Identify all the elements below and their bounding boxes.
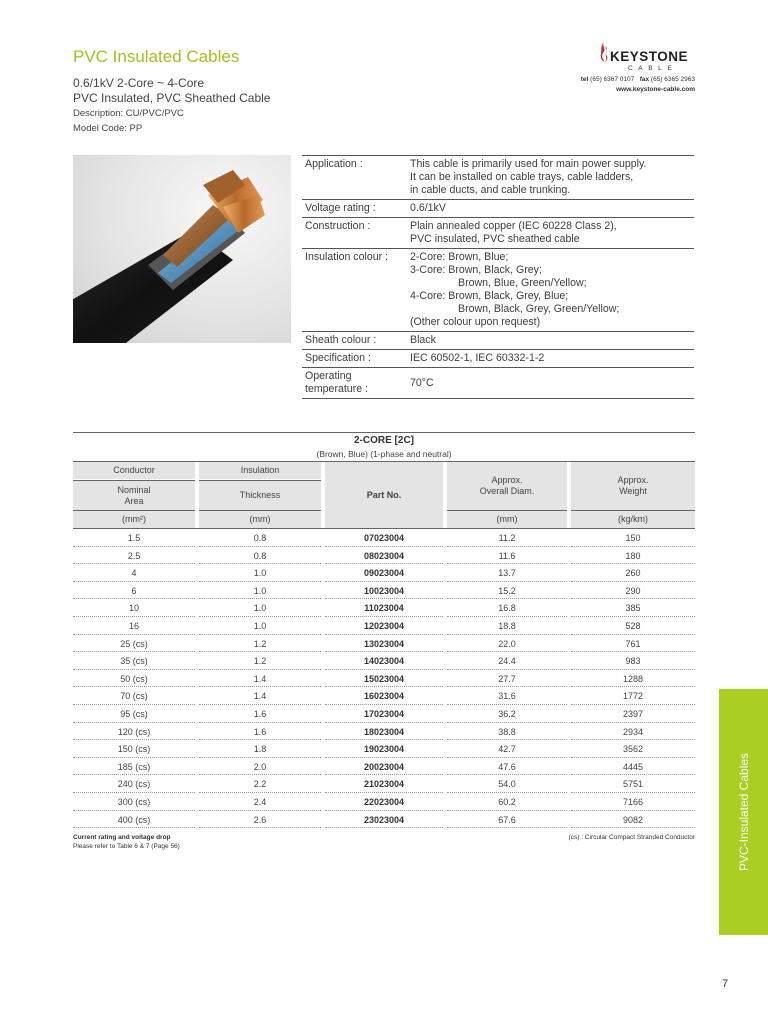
cell-nominal-area: 150 (cs) [117,744,151,755]
voltage-value: 0.6/1kV [410,202,446,214]
specification-label: Specification : [305,352,371,364]
cell-thickness: 1.0 [253,568,267,579]
cell-thickness: 1.2 [253,638,267,649]
table-row [73,687,695,705]
construction-line: PVC insulated, PVC sheathed cable [410,233,580,245]
cell-nominal-area: 120 (cs) [117,726,151,737]
description-text: Description: CU/PVC/PVC [73,108,184,119]
cell-part-no: 12023004 [363,621,405,631]
cell-weight: 2397 [622,709,644,719]
header-approx-line: Approx. [491,475,523,485]
cell-part-no: 08023004 [363,550,405,561]
cell-thickness: 1.4 [253,673,267,684]
cell-weight: 4445 [622,761,644,772]
insulation-value [407,249,694,332]
model-code-text: Model Code: PP [73,123,143,134]
header-part-no: Part No. [325,462,443,528]
cell-part-no: 22023004 [363,797,405,807]
cell-nominal-area: 95 (cs) [120,709,148,719]
application-value [407,156,694,200]
table-row [73,599,695,617]
cell-weight: 260 [625,568,641,579]
tel-number: (65) 6367 0107 [590,76,635,83]
tel-label: tel [580,76,589,83]
cell-overall-diam: 11.6 [498,550,516,561]
insulation-line: Brown, Black, Grey, Green/Yellow; [458,303,620,315]
cell-part-no: 15023004 [363,673,405,684]
cell-part-no: 13023004 [363,638,405,649]
cell-part-no: 21023004 [363,779,405,790]
cell-thickness: 1.0 [253,603,267,614]
spec-row-insulation [302,249,694,332]
cable-type-subtitle: PVC Insulated, PVC Sheathed Cable [73,91,271,105]
application-line: This cable is primarily used for main power supply. [410,158,647,170]
table-row [73,705,695,723]
cell-overall-diam: 42.7 [498,744,516,755]
operating-label-line: Operating [305,370,352,382]
cell-part-no: 09023004 [363,568,405,579]
table-row [73,617,695,635]
cell-nominal-area: 70 (cs) [120,691,148,702]
table-row [73,775,695,793]
header-nominal-line: Nominal [117,484,151,495]
specification-table [302,155,694,399]
brand-tagline: CABLE [628,65,678,72]
cell-nominal-area: 400 (cs) [117,814,151,825]
cell-overall-diam: 31.6 [498,691,516,702]
cell-nominal-area: 2.5 [127,550,141,561]
cell-nominal-area: 50 (cs) [120,673,148,684]
table-title: 2-CORE [2C] [353,435,414,446]
website-link[interactable]: www.keystone-cable.com [616,86,695,93]
section-side-tab[interactable] [719,689,768,935]
table-row [73,723,695,741]
cell-nominal-area: 4 [131,568,137,579]
header-weight [571,462,695,510]
cell-thickness: 1.4 [253,691,267,702]
cell-weight: 761 [625,638,641,649]
cell-weight: 180 [625,550,641,561]
header-nominal-area [73,481,195,510]
cell-thickness: 2.4 [253,797,267,807]
row-divider [325,827,443,828]
spec-row-application [302,156,694,200]
cell-weight: 2934 [622,726,644,737]
cell-overall-diam: 47.6 [498,761,516,772]
header-conductor: Conductor [73,462,195,479]
cell-weight: 290 [625,585,641,596]
cell-thickness: 1.2 [253,656,267,667]
header-area-line: Area [124,495,144,506]
cell-overall-diam: 22.0 [498,638,516,649]
spec-row-sheath [302,332,694,350]
cell-thickness: 2.2 [253,779,267,790]
cable-illustration [73,155,291,343]
operating-value: 70°C [410,376,434,389]
note-title: Current rating and voltage drop [73,834,171,841]
table-row [73,529,695,547]
cell-overall-diam: 16.8 [498,603,516,614]
table-row [73,652,695,670]
unit-area: (mm²) [73,511,195,528]
cell-nominal-area: 240 (cs) [117,779,151,790]
keystone-logo [598,40,698,72]
spec-row-operating [302,368,694,399]
insulation-line: 4-Core: Brown, Black, Grey, Blue; [410,290,569,302]
voltage-core-subtitle: 0.6/1kV 2-Core ~ 4-Core [73,76,205,90]
cell-weight: 150 [625,533,641,543]
page-number: 7 [722,978,729,990]
fax-label: fax [639,76,650,83]
page-title: PVC Insulated Cables [73,47,240,66]
cell-overall-diam: 36.2 [498,709,516,719]
cell-thickness: 1.0 [253,621,267,631]
application-line: in cable ducts, and cable trunking. [410,184,571,196]
cell-weight: 1288 [622,673,644,684]
row-divider [199,827,321,828]
table-subtitle: (Brown, Blue) (1-phase and neutral) [316,449,452,459]
cell-thickness: 1.8 [253,744,267,755]
row-divider [447,827,567,828]
insulation-line: 2-Core: Brown, Blue; [410,251,509,263]
operating-label-line: temperature : [305,383,369,395]
cell-overall-diam: 38.8 [498,726,516,737]
application-line: It can be installed on cable trays, cable ladders, [410,171,634,183]
cell-thickness: 1.0 [253,585,267,596]
cell-nominal-area: 185 (cs) [117,761,151,772]
fax-number: (65) 6365 2963 [650,76,695,83]
table-row [73,758,695,776]
cell-part-no: 18023004 [363,726,405,737]
cell-thickness: 2.0 [253,761,267,772]
cell-overall-diam: 15.2 [498,585,516,596]
cell-part-no: 10023004 [363,585,405,596]
cell-thickness: 0.8 [253,550,267,561]
table-row [73,670,695,688]
cell-part-no: 14023004 [363,656,405,667]
cell-part-no: 19023004 [363,744,405,755]
table-row [73,582,695,600]
header-overall-diam [447,462,567,510]
unit-weight: (kg/km) [571,511,695,528]
cell-weight: 983 [625,656,641,667]
insulation-line: Brown, Blue, Green/Yellow; [458,277,587,289]
cell-overall-diam: 13.7 [498,568,516,579]
cell-overall-diam: 60.2 [498,797,516,807]
voltage-label: Voltage rating : [305,202,376,214]
cell-nominal-area: 25 (cs) [120,638,148,649]
cell-nominal-area: 1.5 [127,533,141,543]
cell-weight: 3562 [622,744,644,755]
cell-part-no: 07023004 [363,533,405,543]
header-thickness: Thickness [199,481,321,510]
table-row [73,793,695,811]
table-top-rule [73,432,695,433]
row-divider [571,827,695,828]
cell-nominal-area: 300 (cs) [117,797,151,807]
cell-weight: 9082 [622,814,644,825]
cell-nominal-area: 35 (cs) [120,656,148,667]
contact-phone-line [581,75,695,85]
header-approx-line: Approx. [617,475,649,485]
cell-overall-diam: 67.6 [498,814,516,825]
cell-nominal-area: 6 [131,585,137,596]
footer-note [73,834,180,851]
cell-overall-diam: 27.7 [498,673,516,684]
insulation-line: (Other colour upon request) [410,316,541,328]
brand-name: KEYSTONE [610,49,689,64]
cell-overall-diam: 54.0 [498,779,516,790]
insulation-label: Insulation colour : [305,251,389,263]
cable-photo [73,155,291,343]
spec-row-specification [302,350,694,368]
table-row [73,811,695,829]
cell-weight: 1772 [622,691,644,702]
cell-weight: 7166 [622,797,644,807]
cell-overall-diam: 18.8 [498,621,516,631]
construction-value [407,218,694,249]
cell-nominal-area: 16 [128,621,139,631]
cell-thickness: 2.6 [253,814,267,825]
cell-overall-diam: 11.2 [498,533,516,543]
table-row [73,564,695,582]
sheath-label: Sheath colour : [305,334,377,346]
construction-label: Construction : [305,220,371,232]
cell-weight: 385 [625,603,641,614]
row-divider [73,827,195,828]
cell-part-no: 11023004 [364,603,404,614]
cell-thickness: 1.6 [253,726,267,737]
header-diam-line: Overall Diam. [479,486,535,496]
flame-logo-icon [598,40,610,64]
spec-row-voltage [302,200,694,218]
application-label: Application : [305,158,363,170]
cell-weight: 528 [625,621,641,631]
table-row [73,740,695,758]
cell-part-no: 20023004 [363,761,405,772]
cell-thickness: 1.6 [253,709,267,719]
unit-thickness: (mm) [199,511,321,528]
table-row [73,635,695,653]
spec-row-construction [302,218,694,249]
cell-part-no: 23023004 [363,814,405,825]
header-weight-line: Weight [619,486,647,496]
header-insulation: Insulation [199,462,321,479]
cell-thickness: 0.8 [253,533,267,543]
construction-line: Plain annealed copper (IEC 60228 Class 2), [410,220,617,232]
sheath-value: Black [410,334,436,346]
contact-block [581,75,695,95]
specification-value: IEC 60502-1, IEC 60332-1-2 [410,352,545,364]
cell-overall-diam: 24.4 [498,656,516,667]
table-row [73,547,695,565]
cell-weight: 5751 [622,779,644,790]
operating-label [302,368,407,399]
cell-part-no: 16023004 [363,691,405,702]
unit-diameter: (mm) [447,511,567,528]
insulation-line: 3-Core: Brown, Black, Grey; [410,264,542,276]
cs-footnote: (cs) : Circular Compact Stranded Conductor [568,834,695,841]
cell-nominal-area: 10 [128,603,139,614]
note-body: Please refer to Table 6 & 7 (Page 56) [73,842,180,850]
cell-part-no: 17023004 [363,709,405,719]
side-tab-label: PVC-Insulated Cables [736,752,751,872]
